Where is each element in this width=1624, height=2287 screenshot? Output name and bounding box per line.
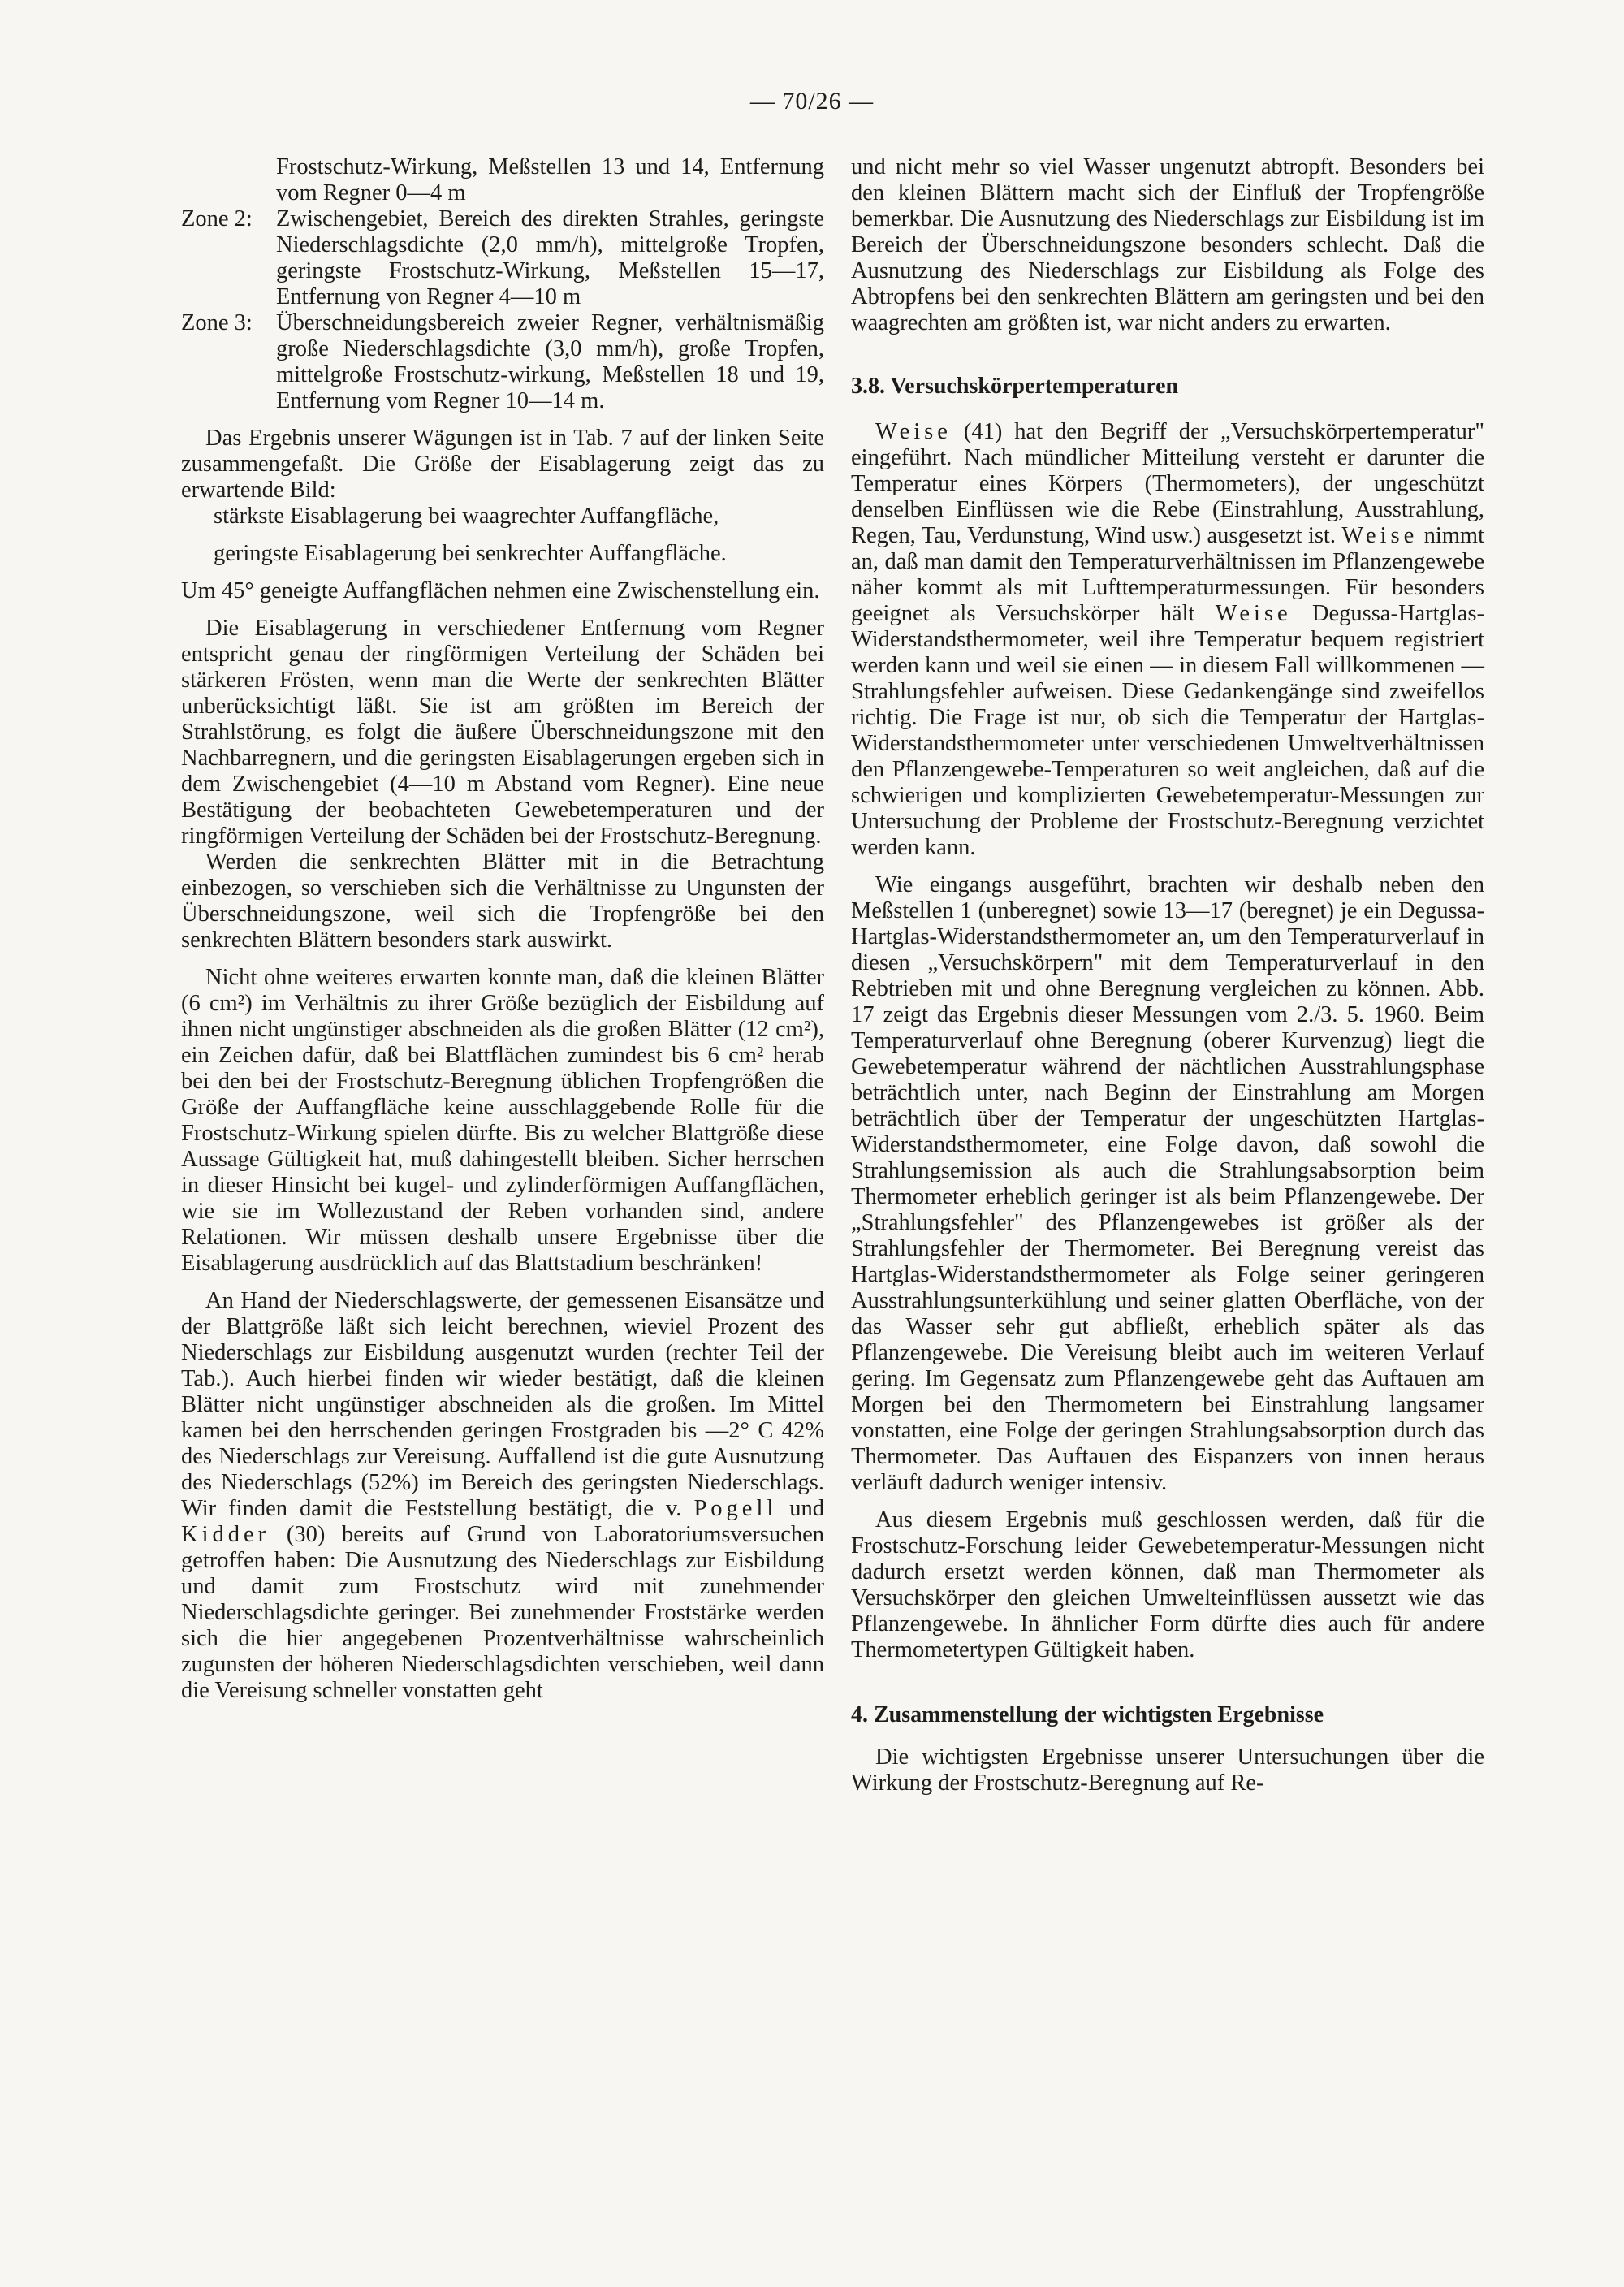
list-item: geringste Eisablagerung bei senkrechter Auffangfläche. bbox=[214, 541, 727, 566]
paragraph: Um 45° geneigte Auffangflächen nehmen eine Zwischenstellung ein. bbox=[181, 578, 820, 603]
paragraph: Werden die senkrechten Blätter mit in die Betrachtung einbezogen, so verschieben sich die Verhältnisse zu Ungunsten der Überschneidungszone, weil sich die Tropfengröße bei den senkrechten Blättern besonders stark auswirkt. bbox=[181, 850, 824, 953]
list-item: stärkste Eisablagerung bei waagrechter Auffangfläche, bbox=[214, 504, 719, 529]
paragraph bbox=[851, 419, 1484, 861]
author-name: Pogell bbox=[693, 1496, 778, 1521]
section-heading-3-8: 3.8. Versuchskörpertemperaturen bbox=[851, 374, 1179, 399]
zone2-label: Zone 2: bbox=[181, 206, 253, 231]
zone2-item bbox=[181, 206, 824, 310]
zone3-item bbox=[181, 310, 824, 414]
paragraph: Die wichtigsten Ergebnisse unserer Untersuchungen über die Wirkung der Frostschutz-Beregnung auf Re- bbox=[851, 1744, 1484, 1796]
zone1-continuation: Frostschutz-Wirkung, Meßstellen 13 und 14, Entfernung vom Regner 0—4 m bbox=[276, 154, 824, 205]
zone3-label: Zone 3: bbox=[181, 310, 253, 335]
text-run: (30) bereits auf Grund von Laboratoriumsversuchen getroffen haben: Die Ausnutzung des Niederschlags zur Eisbildung und damit zum Frostschutz wird mit zunehmender Niederschlagsdichte geringer. Bei zunehmender Froststärke werden sich die hier angegebenen Prozentverhältnisse wahrscheinlich zugunsten der höheren Niederschlagsdichten verschieben, weil dann die Vereisung schneller vonstatten geht bbox=[181, 1522, 824, 1703]
page-number: — 70/26 — bbox=[749, 88, 875, 115]
paragraph: Aus diesem Ergebnis muß geschlossen werden, daß für die Frostschutz-Forschung leider Gewebetemperatur-Messungen nicht dadurch ersetzt werden können, daß man Thermometer als Versuchskörper den gleichen Umwelteinflüssen aussetzt wie das Pflanzengewebe. In ähnlicher Form dürfte dies auch für andere Thermometertypen Gültigkeit haben. bbox=[851, 1507, 1484, 1662]
paragraph: und nicht mehr so viel Wasser ungenutzt abtropft. Besonders bei den kleinen Blättern macht sich der Einfluß der Tropfengröße bemerkbar. Die Ausnutzung des Niederschlags zur Eisbildung ist im Bereich der Überschneidungszone besonders schlecht. Daß die Ausnutzung des Niederschlags zur Eisbildung als Folge des Abtropfens bei den senkrechten Blättern am geringsten und bei den waagrechten am größten ist, war nicht anders zu erwarten. bbox=[851, 154, 1484, 335]
paragraph bbox=[181, 1288, 824, 1704]
right-column bbox=[851, 154, 1484, 1796]
text-run: und bbox=[789, 1496, 825, 1521]
left-column bbox=[181, 154, 824, 1704]
text-run: (41) hat den Begriff der „Versuchskörpertemperatur" eingeführt. Nach mündlicher Mitteilung versteht er darunter die Temperatur eines Körpers (Thermometers), der ungeschützt denselben Einflüssen wie die Rebe (Einstrahlung, Ausstrahlung, Regen, Tau, Verdunstung, Wind usw.) ausgesetzt ist. bbox=[851, 419, 1484, 548]
section-heading-4: 4. Zusammenstellung der wichtigsten Ergebnisse bbox=[851, 1702, 1324, 1727]
zone3-text: Überschneidungsbereich zweier Regner, verhältnismäßig große Niederschlagsdichte (3,0 mm/h), große Tropfen, mittelgroße Frostschutz-wirkung, Meßstellen 18 und 19, Entfernung vom Regner 10—14 m. bbox=[276, 310, 824, 413]
author-name: Weise bbox=[1215, 601, 1292, 626]
text-run: nimmt an, daß man damit den Temperaturverhältnissen im Pflanzengewebe näher kommt als mit Lufttemperaturmessungen. Für besonders geeignet als Versuchskörper hält bbox=[851, 523, 1485, 626]
text-run: Degussa-Hartglas-Widerstandsthermometer, weil ihre Temperatur bequem registriert werden kann und weil sie einen — in diesem Fall willkommenen — Strahlungsfehler aufweisen. Diese Gedankengänge sind zweifellos richtig. Die Frage ist nur, ob sich die Temperatur der Hartglas-Widerstandsthermometer unter verschiedenen Umweltverhältnissen den Pflanzengewebe-Temperaturen so weit angleichen, daß auf die schwierigen und komplizierten Gewebetemperatur-Messungen zur Untersuchung der Probleme der Frostschutz-Beregnung verzichtet werden kann. bbox=[851, 601, 1484, 860]
result-list bbox=[181, 504, 824, 567]
zone2-text: Zwischengebiet, Bereich des direkten Strahles, geringste Niederschlagsdichte (2,0 mm/h), mittelgroße Tropfen, geringste Frostschutz-Wirkung, Meßstellen 15—17, Entfernung von Regner 4—10 m bbox=[276, 206, 824, 309]
paragraph: Die Eisablagerung in verschiedener Entfernung vom Regner entspricht genau der ringförmigen Verteilung der Schäden bei stärkeren Frösten, wenn man die Werte der senkrechten Blätter unberücksichtigt läßt. Sie ist am größten im Bereich der Strahlstörung, es folgt die äußere Überschneidungszone mit den Nachbarregnern, und die geringsten Eisablagerungen ergeben sich in dem Zwischengebiet (4—10 m Abstand vom Regner). Eine neue Bestätigung der beobachteten Gewebetemperaturen und der ringförmigen Verteilung der Schäden bei der Frostschutz-Beregnung. bbox=[181, 616, 824, 849]
paragraph: Das Ergebnis unserer Wägungen ist in Tab. 7 auf der linken Seite zusammengefaßt. Die Größe der Eisablagerung zeigt das zu erwartende Bild: bbox=[181, 426, 824, 503]
text-run: An Hand der Niederschlagswerte, der gemessenen Eisansätze und der Blattgröße läßt sich leicht berechnen, wieviel Prozent des Niederschlags zur Eisbildung ausgenutzt wurden (rechter Teil der Tab.). Auch hierbei finden wir wieder bestätigt, daß die kleinen Blätter nicht ungünstiger abschneiden als die großen. Im Mittel kamen bei den herrschenden geringen Frostgraden bis —2° C 42% des Niederschlags zur Vereisung. Auffallend ist die gute Ausnutzung des Niederschlags (52%) im Bereich des geringsten Niederschlags. Wir finden damit die Feststellung bestätigt, die v. bbox=[181, 1288, 824, 1521]
paragraph: Nicht ohne weiteres erwarten konnte man, daß die kleinen Blätter (6 cm²) im Verhältnis zu ihrer Größe bezüglich der Eisbildung auf ihnen nicht ungünstiger abschneiden als die großen Blätter (12 cm²), ein Zeichen dafür, daß bei Blattflächen zumindest bis 6 cm² herab bei den bei der Frostschutz-Beregnung üblichen Tropfengrößen die Größe der Auffangfläche keine ausschlaggebende Rolle für die Frostschutz-Wirkung spielen dürfte. Bis zu welcher Blattgröße diese Aussage Gültigkeit hat, muß dahingestellt bleiben. Sicher herrschen in dieser Hinsicht bei kugel- und zylinderförmigen Auffangflächen, wie sie im Wollezustand der Reben vorhanden sind, andere Relationen. Wir müssen deshalb unsere Ergebnisse über die Eisablagerung ausdrücklich auf das Blattstadium beschränken! bbox=[181, 965, 824, 1276]
author-name: Weise bbox=[875, 419, 952, 444]
author-name: Kidder bbox=[181, 1522, 270, 1547]
paragraph: Wie eingangs ausgeführt, brachten wir deshalb neben den Meßstellen 1 (unberegnet) sowie 13—17 (beregnet) je ein Degussa-Hartglas-Widerstandsthermometer an, um den Temperaturverlauf in diesen „Versuchskörpern" mit dem Temperaturverlauf in den Rebtrieben mit und ohne Beregnung vergleichen zu können. Abb. 17 zeigt das Ergebnis dieser Messungen vom 2./3. 5. 1960. Beim Temperaturverlauf ohne Beregnung (oberer Kurvenzug) liegt die Gewebetemperatur während der nächtlichen Ausstrahlungsphase beträchtlich unter, nach Beginn der Einstrahlung am Morgen beträchtlich über der Temperatur der ungeschützten Hartglas-Widerstandsthermometer, eine Folge davon, daß sowohl die Strahlungsemission als auch die Strahlungsabsorption beim Thermometer erheblich geringer ist als beim Pflanzengewebe. Der „Strahlungsfehler" des Pflanzengewebes ist größer als der Strahlungsfehler der Thermometer. Bei Beregnung vereist das Hartglas-Widerstandsthermometer als Folge seiner geringeren Ausstrahlungsunterkühlung und seiner glatten Oberfläche, von der das Wasser sehr gut abfließt, erheblich später als das Pflanzengewebe. Die Vereisung bleibt auch im weiteren Verlauf gering. Im Gegensatz zum Pflanzengewebe geht das Auftauen am Morgen bei den Thermometern bei Einstrahlung langsamer vonstatten, eine Folge der geringen Strahlungsabsorption durch das Thermometer. Das Auftauen des Eispanzers von innen heraus verläuft dadurch weniger intensiv. bbox=[851, 872, 1484, 1495]
author-name: Weise bbox=[1341, 523, 1419, 548]
